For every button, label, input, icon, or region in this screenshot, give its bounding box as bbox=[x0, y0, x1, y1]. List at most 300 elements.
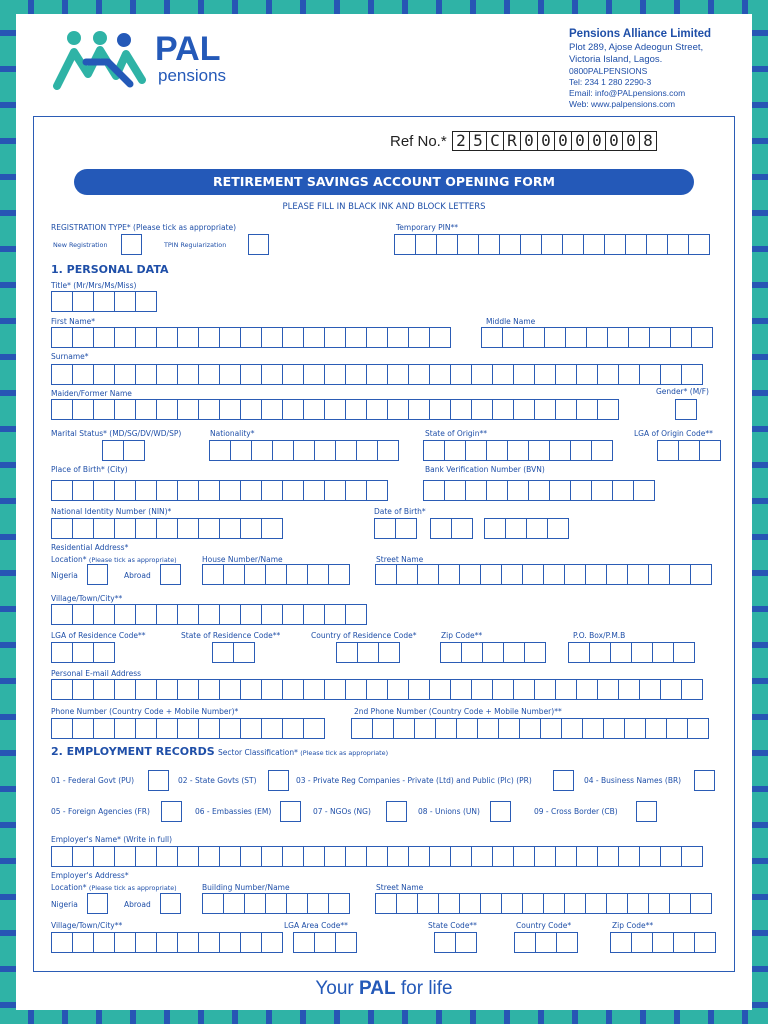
char-cell[interactable] bbox=[345, 679, 367, 700]
char-cell[interactable] bbox=[520, 234, 542, 255]
char-cell[interactable] bbox=[114, 718, 136, 739]
char-cell[interactable] bbox=[556, 932, 578, 953]
char-cell[interactable] bbox=[459, 893, 481, 914]
char-cell[interactable] bbox=[513, 399, 535, 420]
char-cell[interactable] bbox=[408, 399, 430, 420]
char-cell[interactable] bbox=[387, 327, 409, 348]
char-cell[interactable] bbox=[114, 679, 136, 700]
char-cell[interactable] bbox=[156, 604, 178, 625]
char-cell[interactable] bbox=[156, 932, 178, 953]
char-cell[interactable] bbox=[687, 718, 709, 739]
char-cell[interactable] bbox=[434, 932, 456, 953]
char-cell[interactable] bbox=[465, 480, 487, 501]
char-cell[interactable] bbox=[435, 718, 457, 739]
char-cell[interactable] bbox=[457, 234, 479, 255]
employer-village-field[interactable] bbox=[51, 932, 283, 953]
char-cell[interactable] bbox=[177, 364, 199, 385]
char-cell[interactable] bbox=[51, 518, 73, 539]
char-cell[interactable] bbox=[631, 932, 653, 953]
char-cell[interactable] bbox=[219, 718, 241, 739]
place-of-birth-field[interactable] bbox=[51, 480, 388, 501]
sector-02-checkbox[interactable] bbox=[268, 770, 289, 791]
char-cell[interactable] bbox=[240, 718, 262, 739]
char-cell[interactable] bbox=[498, 718, 520, 739]
tpin-checkbox[interactable] bbox=[248, 234, 269, 255]
char-cell[interactable] bbox=[314, 932, 336, 953]
state-of-origin-field[interactable] bbox=[423, 440, 613, 461]
char-cell[interactable] bbox=[524, 642, 546, 663]
char-cell[interactable] bbox=[240, 480, 262, 501]
char-cell[interactable] bbox=[694, 932, 716, 953]
char-cell[interactable] bbox=[690, 893, 712, 914]
char-cell[interactable] bbox=[576, 846, 598, 867]
char-cell[interactable] bbox=[177, 518, 199, 539]
nigeria-checkbox[interactable] bbox=[87, 564, 108, 585]
char-cell[interactable] bbox=[72, 327, 94, 348]
char-cell[interactable] bbox=[303, 604, 325, 625]
char-cell[interactable] bbox=[408, 327, 430, 348]
char-cell[interactable] bbox=[534, 364, 556, 385]
char-cell[interactable] bbox=[93, 480, 115, 501]
char-cell[interactable] bbox=[522, 564, 544, 585]
char-cell[interactable] bbox=[219, 679, 241, 700]
char-cell[interactable] bbox=[240, 327, 262, 348]
phone-field[interactable] bbox=[51, 718, 325, 739]
char-cell[interactable] bbox=[429, 846, 451, 867]
char-cell[interactable] bbox=[612, 480, 634, 501]
char-cell[interactable] bbox=[93, 518, 115, 539]
char-cell[interactable] bbox=[209, 440, 231, 461]
char-cell[interactable] bbox=[513, 846, 535, 867]
char-cell[interactable] bbox=[540, 718, 562, 739]
char-cell[interactable] bbox=[93, 604, 115, 625]
employer-name-field[interactable] bbox=[51, 846, 703, 867]
char-cell[interactable] bbox=[387, 846, 409, 867]
char-cell[interactable] bbox=[526, 518, 548, 539]
char-cell[interactable] bbox=[471, 399, 493, 420]
sector-08-checkbox[interactable] bbox=[490, 801, 511, 822]
village-field[interactable] bbox=[51, 604, 367, 625]
char-cell[interactable] bbox=[631, 642, 653, 663]
char-cell[interactable] bbox=[282, 604, 304, 625]
char-cell[interactable] bbox=[471, 364, 493, 385]
char-cell[interactable] bbox=[345, 327, 367, 348]
char-cell[interactable] bbox=[543, 893, 565, 914]
char-cell[interactable] bbox=[219, 399, 241, 420]
char-cell[interactable] bbox=[652, 642, 674, 663]
char-cell[interactable] bbox=[639, 679, 661, 700]
building-field[interactable] bbox=[202, 893, 350, 914]
char-cell[interactable] bbox=[135, 932, 157, 953]
char-cell[interactable] bbox=[282, 718, 304, 739]
char-cell[interactable] bbox=[51, 718, 73, 739]
char-cell[interactable] bbox=[156, 679, 178, 700]
char-cell[interactable] bbox=[568, 642, 590, 663]
char-cell[interactable] bbox=[177, 604, 199, 625]
char-cell[interactable] bbox=[345, 399, 367, 420]
char-cell[interactable] bbox=[618, 846, 640, 867]
char-cell[interactable] bbox=[198, 327, 220, 348]
char-cell[interactable] bbox=[395, 518, 417, 539]
char-cell[interactable] bbox=[72, 718, 94, 739]
char-cell[interactable] bbox=[233, 642, 255, 663]
char-cell[interactable] bbox=[450, 399, 472, 420]
char-cell[interactable] bbox=[93, 327, 115, 348]
char-cell[interactable] bbox=[261, 718, 283, 739]
char-cell[interactable] bbox=[414, 718, 436, 739]
char-cell[interactable] bbox=[366, 679, 388, 700]
char-cell[interactable] bbox=[223, 564, 245, 585]
char-cell[interactable] bbox=[261, 399, 283, 420]
zip-code-field[interactable] bbox=[440, 642, 546, 663]
sector-04-checkbox[interactable] bbox=[694, 770, 715, 791]
char-cell[interactable] bbox=[303, 364, 325, 385]
sector-03-checkbox[interactable] bbox=[553, 770, 574, 791]
char-cell[interactable] bbox=[114, 291, 136, 312]
char-cell[interactable] bbox=[606, 564, 628, 585]
char-cell[interactable] bbox=[135, 718, 157, 739]
char-cell[interactable] bbox=[51, 327, 73, 348]
char-cell[interactable] bbox=[639, 846, 661, 867]
char-cell[interactable] bbox=[444, 440, 466, 461]
char-cell[interactable] bbox=[480, 893, 502, 914]
char-cell[interactable] bbox=[456, 718, 478, 739]
char-cell[interactable] bbox=[377, 440, 399, 461]
char-cell[interactable] bbox=[492, 679, 514, 700]
char-cell[interactable] bbox=[198, 679, 220, 700]
char-cell[interactable] bbox=[114, 327, 136, 348]
char-cell[interactable] bbox=[408, 679, 430, 700]
char-cell[interactable] bbox=[555, 399, 577, 420]
char-cell[interactable] bbox=[657, 440, 679, 461]
char-cell[interactable] bbox=[72, 518, 94, 539]
char-cell[interactable] bbox=[135, 327, 157, 348]
char-cell[interactable] bbox=[478, 234, 500, 255]
char-cell[interactable] bbox=[282, 679, 304, 700]
char-cell[interactable] bbox=[282, 846, 304, 867]
char-cell[interactable] bbox=[135, 399, 157, 420]
char-cell[interactable] bbox=[219, 518, 241, 539]
char-cell[interactable] bbox=[307, 893, 329, 914]
char-cell[interactable] bbox=[436, 234, 458, 255]
char-cell[interactable] bbox=[51, 604, 73, 625]
char-cell[interactable] bbox=[691, 327, 713, 348]
char-cell[interactable] bbox=[576, 399, 598, 420]
char-cell[interactable] bbox=[484, 518, 506, 539]
char-cell[interactable] bbox=[423, 440, 445, 461]
char-cell[interactable] bbox=[72, 604, 94, 625]
char-cell[interactable] bbox=[591, 480, 613, 501]
char-cell[interactable] bbox=[261, 679, 283, 700]
char-cell[interactable] bbox=[415, 234, 437, 255]
char-cell[interactable] bbox=[51, 399, 73, 420]
sector-05-checkbox[interactable] bbox=[161, 801, 182, 822]
char-cell[interactable] bbox=[198, 604, 220, 625]
char-cell[interactable] bbox=[51, 364, 73, 385]
char-cell[interactable] bbox=[669, 893, 691, 914]
char-cell[interactable] bbox=[576, 364, 598, 385]
char-cell[interactable] bbox=[465, 440, 487, 461]
house-number-field[interactable] bbox=[202, 564, 350, 585]
dob-day-field[interactable] bbox=[374, 518, 417, 539]
char-cell[interactable] bbox=[534, 846, 556, 867]
char-cell[interactable] bbox=[417, 893, 439, 914]
char-cell[interactable] bbox=[618, 679, 640, 700]
char-cell[interactable] bbox=[345, 846, 367, 867]
char-cell[interactable] bbox=[72, 679, 94, 700]
char-cell[interactable] bbox=[492, 846, 514, 867]
char-cell[interactable] bbox=[177, 932, 199, 953]
char-cell[interactable] bbox=[72, 932, 94, 953]
char-cell[interactable] bbox=[528, 440, 550, 461]
char-cell[interactable] bbox=[114, 604, 136, 625]
char-cell[interactable] bbox=[681, 846, 703, 867]
char-cell[interactable] bbox=[293, 932, 315, 953]
maiden-name-field[interactable] bbox=[51, 399, 619, 420]
char-cell[interactable] bbox=[240, 846, 262, 867]
char-cell[interactable] bbox=[471, 679, 493, 700]
char-cell[interactable] bbox=[265, 564, 287, 585]
char-cell[interactable] bbox=[261, 932, 283, 953]
char-cell[interactable] bbox=[219, 604, 241, 625]
char-cell[interactable] bbox=[645, 718, 667, 739]
char-cell[interactable] bbox=[114, 364, 136, 385]
marital-status-field[interactable] bbox=[102, 440, 145, 461]
char-cell[interactable] bbox=[202, 564, 224, 585]
sector-07-checkbox[interactable] bbox=[386, 801, 407, 822]
char-cell[interactable] bbox=[282, 399, 304, 420]
char-cell[interactable] bbox=[471, 846, 493, 867]
char-cell[interactable] bbox=[480, 564, 502, 585]
char-cell[interactable] bbox=[547, 518, 569, 539]
char-cell[interactable] bbox=[324, 604, 346, 625]
char-cell[interactable] bbox=[135, 846, 157, 867]
state-residence-field[interactable] bbox=[212, 642, 255, 663]
char-cell[interactable] bbox=[303, 679, 325, 700]
char-cell[interactable] bbox=[429, 327, 451, 348]
country-code-field[interactable] bbox=[514, 932, 578, 953]
char-cell[interactable] bbox=[177, 718, 199, 739]
gender-field[interactable] bbox=[675, 399, 697, 420]
char-cell[interactable] bbox=[408, 846, 430, 867]
char-cell[interactable] bbox=[156, 399, 178, 420]
char-cell[interactable] bbox=[699, 440, 721, 461]
char-cell[interactable] bbox=[219, 932, 241, 953]
char-cell[interactable] bbox=[486, 440, 508, 461]
char-cell[interactable] bbox=[417, 564, 439, 585]
char-cell[interactable] bbox=[375, 893, 397, 914]
char-cell[interactable] bbox=[660, 846, 682, 867]
char-cell[interactable] bbox=[660, 364, 682, 385]
char-cell[interactable] bbox=[156, 327, 178, 348]
lga-residence-field[interactable] bbox=[51, 642, 115, 663]
char-cell[interactable] bbox=[481, 327, 503, 348]
char-cell[interactable] bbox=[597, 399, 619, 420]
char-cell[interactable] bbox=[114, 480, 136, 501]
char-cell[interactable] bbox=[114, 932, 136, 953]
char-cell[interactable] bbox=[251, 440, 273, 461]
char-cell[interactable] bbox=[324, 679, 346, 700]
char-cell[interactable] bbox=[459, 564, 481, 585]
char-cell[interactable] bbox=[114, 518, 136, 539]
char-cell[interactable] bbox=[198, 364, 220, 385]
char-cell[interactable] bbox=[366, 364, 388, 385]
char-cell[interactable] bbox=[282, 327, 304, 348]
char-cell[interactable] bbox=[585, 893, 607, 914]
char-cell[interactable] bbox=[597, 364, 619, 385]
char-cell[interactable] bbox=[307, 564, 329, 585]
char-cell[interactable] bbox=[261, 327, 283, 348]
nationality-field[interactable] bbox=[209, 440, 399, 461]
char-cell[interactable] bbox=[198, 718, 220, 739]
char-cell[interactable] bbox=[451, 518, 473, 539]
char-cell[interactable] bbox=[438, 564, 460, 585]
char-cell[interactable] bbox=[212, 642, 234, 663]
char-cell[interactable] bbox=[51, 291, 73, 312]
char-cell[interactable] bbox=[177, 480, 199, 501]
email-field[interactable] bbox=[51, 679, 703, 700]
char-cell[interactable] bbox=[444, 480, 466, 501]
char-cell[interactable] bbox=[440, 642, 462, 663]
char-cell[interactable] bbox=[555, 846, 577, 867]
char-cell[interactable] bbox=[230, 440, 252, 461]
char-cell[interactable] bbox=[223, 893, 245, 914]
char-cell[interactable] bbox=[394, 234, 416, 255]
char-cell[interactable] bbox=[324, 364, 346, 385]
char-cell[interactable] bbox=[666, 718, 688, 739]
surname-field[interactable] bbox=[51, 364, 703, 385]
char-cell[interactable] bbox=[198, 399, 220, 420]
char-cell[interactable] bbox=[93, 846, 115, 867]
char-cell[interactable] bbox=[72, 480, 94, 501]
employer-zip-field[interactable] bbox=[610, 932, 716, 953]
char-cell[interactable] bbox=[543, 564, 565, 585]
char-cell[interactable] bbox=[610, 642, 632, 663]
char-cell[interactable] bbox=[366, 480, 388, 501]
char-cell[interactable] bbox=[429, 364, 451, 385]
char-cell[interactable] bbox=[450, 679, 472, 700]
char-cell[interactable] bbox=[374, 518, 396, 539]
char-cell[interactable] bbox=[523, 327, 545, 348]
po-box-field[interactable] bbox=[568, 642, 695, 663]
char-cell[interactable] bbox=[429, 399, 451, 420]
char-cell[interactable] bbox=[51, 679, 73, 700]
char-cell[interactable] bbox=[335, 440, 357, 461]
char-cell[interactable] bbox=[549, 440, 571, 461]
title-field[interactable] bbox=[51, 291, 157, 312]
char-cell[interactable] bbox=[198, 518, 220, 539]
char-cell[interactable] bbox=[123, 440, 145, 461]
char-cell[interactable] bbox=[177, 679, 199, 700]
char-cell[interactable] bbox=[93, 364, 115, 385]
char-cell[interactable] bbox=[507, 440, 529, 461]
char-cell[interactable] bbox=[492, 364, 514, 385]
char-cell[interactable] bbox=[244, 564, 266, 585]
char-cell[interactable] bbox=[372, 718, 394, 739]
char-cell[interactable] bbox=[286, 564, 308, 585]
char-cell[interactable] bbox=[450, 846, 472, 867]
char-cell[interactable] bbox=[93, 679, 115, 700]
char-cell[interactable] bbox=[51, 846, 73, 867]
char-cell[interactable] bbox=[535, 932, 557, 953]
char-cell[interactable] bbox=[265, 893, 287, 914]
char-cell[interactable] bbox=[639, 364, 661, 385]
char-cell[interactable] bbox=[366, 846, 388, 867]
char-cell[interactable] bbox=[261, 846, 283, 867]
char-cell[interactable] bbox=[673, 642, 695, 663]
char-cell[interactable] bbox=[72, 364, 94, 385]
char-cell[interactable] bbox=[198, 480, 220, 501]
char-cell[interactable] bbox=[93, 718, 115, 739]
char-cell[interactable] bbox=[240, 932, 262, 953]
char-cell[interactable] bbox=[51, 480, 73, 501]
char-cell[interactable] bbox=[114, 399, 136, 420]
char-cell[interactable] bbox=[597, 679, 619, 700]
char-cell[interactable] bbox=[430, 518, 452, 539]
char-cell[interactable] bbox=[198, 932, 220, 953]
char-cell[interactable] bbox=[72, 642, 94, 663]
char-cell[interactable] bbox=[423, 480, 445, 501]
char-cell[interactable] bbox=[240, 364, 262, 385]
char-cell[interactable] bbox=[648, 893, 670, 914]
char-cell[interactable] bbox=[570, 440, 592, 461]
bvn-field[interactable] bbox=[423, 480, 655, 501]
char-cell[interactable] bbox=[555, 679, 577, 700]
char-cell[interactable] bbox=[528, 480, 550, 501]
char-cell[interactable] bbox=[387, 399, 409, 420]
char-cell[interactable] bbox=[482, 642, 504, 663]
char-cell[interactable] bbox=[102, 440, 124, 461]
char-cell[interactable] bbox=[93, 399, 115, 420]
char-cell[interactable] bbox=[408, 364, 430, 385]
new-registration-checkbox[interactable] bbox=[121, 234, 142, 255]
char-cell[interactable] bbox=[219, 480, 241, 501]
char-cell[interactable] bbox=[681, 679, 703, 700]
char-cell[interactable] bbox=[591, 440, 613, 461]
char-cell[interactable] bbox=[503, 642, 525, 663]
char-cell[interactable] bbox=[314, 440, 336, 461]
char-cell[interactable] bbox=[505, 518, 527, 539]
char-cell[interactable] bbox=[357, 642, 379, 663]
char-cell[interactable] bbox=[336, 642, 358, 663]
char-cell[interactable] bbox=[603, 718, 625, 739]
char-cell[interactable] bbox=[627, 564, 649, 585]
char-cell[interactable] bbox=[335, 932, 357, 953]
char-cell[interactable] bbox=[570, 480, 592, 501]
char-cell[interactable] bbox=[261, 364, 283, 385]
char-cell[interactable] bbox=[585, 564, 607, 585]
char-cell[interactable] bbox=[429, 679, 451, 700]
char-cell[interactable] bbox=[282, 364, 304, 385]
char-cell[interactable] bbox=[93, 932, 115, 953]
char-cell[interactable] bbox=[177, 399, 199, 420]
char-cell[interactable] bbox=[507, 480, 529, 501]
char-cell[interactable] bbox=[345, 480, 367, 501]
char-cell[interactable] bbox=[93, 642, 115, 663]
char-cell[interactable] bbox=[240, 518, 262, 539]
lga-origin-field[interactable] bbox=[657, 440, 721, 461]
char-cell[interactable] bbox=[586, 327, 608, 348]
char-cell[interactable] bbox=[356, 440, 378, 461]
char-cell[interactable] bbox=[610, 932, 632, 953]
char-cell[interactable] bbox=[351, 718, 373, 739]
char-cell[interactable] bbox=[678, 440, 700, 461]
char-cell[interactable] bbox=[303, 718, 325, 739]
char-cell[interactable] bbox=[628, 327, 650, 348]
char-cell[interactable] bbox=[624, 718, 646, 739]
char-cell[interactable] bbox=[303, 399, 325, 420]
char-cell[interactable] bbox=[660, 679, 682, 700]
